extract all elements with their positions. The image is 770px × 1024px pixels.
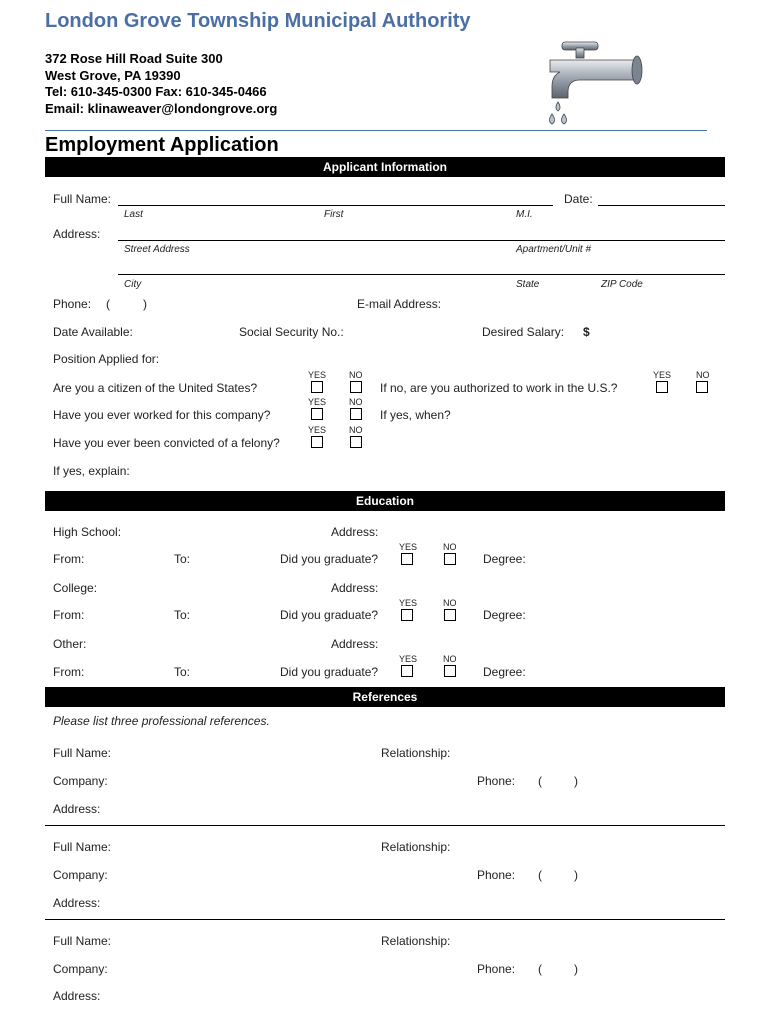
ref3-relationship-label: Relationship: (381, 934, 451, 948)
ref3-phone-label: Phone: (477, 962, 516, 976)
ref1-divider (45, 825, 725, 826)
ref2-divider (45, 919, 725, 920)
other-to-label: To: (174, 665, 191, 679)
street-address: 372 Rose Hill Road Suite 300 (45, 51, 223, 66)
authorized-no-checkbox[interactable] (696, 381, 708, 393)
ref2-phone-label: Phone: (477, 868, 516, 882)
ref1-relationship-label: Relationship: (381, 746, 451, 760)
full-name-label: Full Name: (53, 192, 112, 206)
ref1-address-label: Address: (53, 802, 101, 816)
other-degree-label: Degree: (483, 665, 526, 679)
citizen-yes-checkbox[interactable] (311, 381, 323, 393)
state-caption: State (516, 279, 540, 290)
hs-degree-label: Degree: (483, 552, 526, 566)
citizen-no-caption: NO (349, 370, 363, 380)
desired-salary-label: Desired Salary: (482, 325, 565, 339)
ref1-phone-label: Phone: (477, 774, 516, 788)
faucet-icon (540, 36, 650, 126)
hs-yes-caption: YES (399, 542, 418, 552)
email-label: E-mail Address: (357, 297, 442, 311)
authorized-yes-caption: YES (653, 370, 672, 380)
salary-dollar-sign: $ (583, 325, 590, 339)
college-label: College: (53, 581, 98, 595)
ref1-full-name-label: Full Name: (53, 746, 112, 760)
other-no-caption: NO (443, 654, 457, 664)
college-no-caption: NO (443, 598, 457, 608)
phone-area-close: ) (143, 297, 147, 311)
organization-name: London Grove Township Municipal Authority (45, 10, 471, 32)
felony-no-caption: NO (349, 425, 363, 435)
full-name-field[interactable] (118, 205, 553, 206)
last-name-caption: Last (124, 209, 143, 220)
ref3-phone-close: ) (574, 962, 578, 976)
header-divider (45, 130, 707, 131)
other-from-label: From: (53, 665, 85, 679)
ref2-full-name-label: Full Name: (53, 840, 112, 854)
date-label: Date: (564, 192, 593, 206)
ref1-company-label: Company: (53, 774, 108, 788)
hs-no-caption: NO (443, 542, 457, 552)
applicant-section-header: Applicant Information (45, 157, 725, 177)
worked-yes-caption: YES (308, 397, 327, 407)
ref2-company-label: Company: (53, 868, 108, 882)
authorized-no-caption: NO (696, 370, 710, 380)
contact-email: Email: klinaweaver@londongrove.org (45, 101, 278, 116)
college-degree-label: Degree: (483, 608, 526, 622)
apartment-caption: Apartment/Unit # (516, 244, 592, 255)
ref2-phone-close: ) (574, 868, 578, 882)
worked-no-checkbox[interactable] (350, 408, 362, 420)
citizen-question: Are you a citizen of the United States? (53, 381, 258, 395)
phone-fax: Tel: 610-345-0300 Fax: 610-345-0466 (45, 84, 267, 99)
city-state-zip: West Grove, PA 19390 (45, 68, 181, 83)
first-name-caption: First (324, 209, 344, 220)
citizen-no-checkbox[interactable] (350, 381, 362, 393)
hs-graduate-yes-checkbox[interactable] (401, 553, 413, 565)
worked-question: Have you ever worked for this company? (53, 408, 271, 422)
other-graduate-yes-checkbox[interactable] (401, 665, 413, 677)
college-graduate-label: Did you graduate? (280, 608, 379, 622)
ref3-company-label: Company: (53, 962, 108, 976)
explain-label: If yes, explain: (53, 464, 130, 478)
position-label: Position Applied for: (53, 352, 160, 366)
college-address-label: Address: (331, 581, 379, 595)
phone-area-open: ( (106, 297, 110, 311)
citizen-yes-caption: YES (308, 370, 327, 380)
hs-from-label: From: (53, 552, 85, 566)
page-title: Employment Application (45, 134, 279, 156)
other-address-label: Address: (331, 637, 379, 651)
ref3-full-name-label: Full Name: (53, 934, 112, 948)
ref2-address-label: Address: (53, 896, 101, 910)
references-section-header: References (45, 687, 725, 707)
city-state-zip-field[interactable] (118, 274, 725, 275)
college-to-label: To: (174, 608, 191, 622)
hs-graduate-label: Did you graduate? (280, 552, 379, 566)
ref2-phone-open: ( (538, 868, 542, 882)
address-label: Address: (53, 227, 101, 241)
ref1-phone-open: ( (538, 774, 542, 788)
hs-to-label: To: (174, 552, 191, 566)
date-available-label: Date Available: (53, 325, 133, 339)
other-graduate-label: Did you graduate? (280, 665, 379, 679)
high-school-address-label: Address: (331, 525, 379, 539)
college-yes-caption: YES (399, 598, 418, 608)
authorized-yes-checkbox[interactable] (656, 381, 668, 393)
felony-yes-checkbox[interactable] (311, 436, 323, 448)
other-school-label: Other: (53, 637, 87, 651)
high-school-label: High School: (53, 525, 122, 539)
date-field[interactable] (598, 205, 725, 206)
worked-no-caption: NO (349, 397, 363, 407)
felony-question: Have you ever been convicted of a felony? (53, 436, 280, 450)
ref2-relationship-label: Relationship: (381, 840, 451, 854)
worked-yes-checkbox[interactable] (311, 408, 323, 420)
college-graduate-yes-checkbox[interactable] (401, 609, 413, 621)
education-section-header: Education (45, 491, 725, 511)
felony-yes-caption: YES (308, 425, 327, 435)
authorized-question: If no, are you authorized to work in the U.S.? (380, 381, 618, 395)
references-instructions: Please list three professional references. (53, 714, 270, 728)
college-graduate-no-checkbox[interactable] (444, 609, 456, 621)
other-yes-caption: YES (399, 654, 418, 664)
middle-initial-caption: M.I. (516, 209, 533, 220)
other-graduate-no-checkbox[interactable] (444, 665, 456, 677)
city-caption: City (124, 279, 142, 290)
hs-graduate-no-checkbox[interactable] (444, 553, 456, 565)
felony-no-checkbox[interactable] (350, 436, 362, 448)
street-address-field[interactable] (118, 240, 725, 241)
college-from-label: From: (53, 608, 85, 622)
ref3-address-label: Address: (53, 989, 101, 1003)
ref3-phone-open: ( (538, 962, 542, 976)
phone-label: Phone: (53, 297, 92, 311)
worked-when-label: If yes, when? (380, 408, 451, 422)
ssn-label: Social Security No.: (239, 325, 344, 339)
street-caption: Street Address (124, 244, 190, 255)
zip-caption: ZIP Code (601, 279, 643, 290)
ref1-phone-close: ) (574, 774, 578, 788)
